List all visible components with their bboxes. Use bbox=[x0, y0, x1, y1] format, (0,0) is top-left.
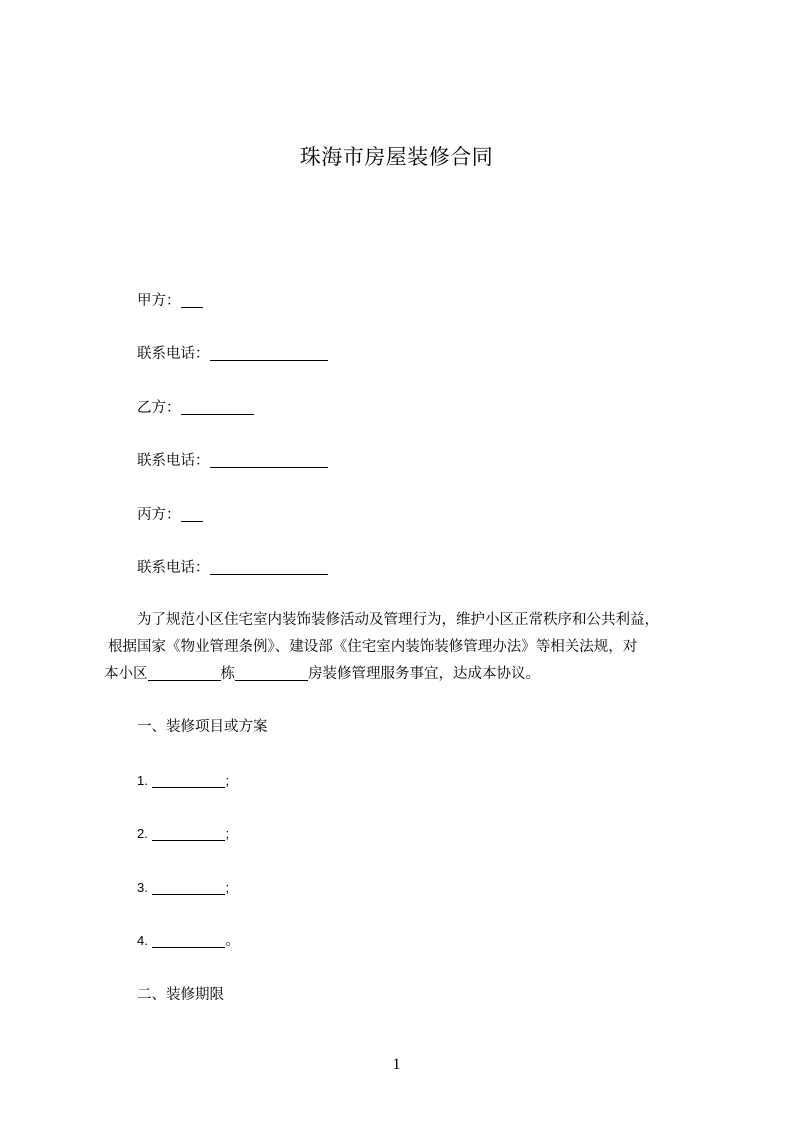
intro-line-2: 根据国家《物业管理条例》、建设部《住宅室内装饰装修管理办法》等相关法规，对 bbox=[108, 639, 638, 655]
party-a-line bbox=[137, 291, 203, 311]
party-a-phone-line bbox=[137, 344, 328, 364]
party-b-phone-line bbox=[137, 451, 328, 471]
project-item-3-number: 3. bbox=[137, 880, 148, 895]
party-c-phone-label: 联系电话： bbox=[137, 560, 210, 576]
party-c-blank bbox=[181, 507, 203, 522]
party-a-label: 甲方： bbox=[137, 293, 181, 309]
party-a-phone-label: 联系电话： bbox=[137, 346, 210, 362]
project-item-4 bbox=[137, 931, 240, 951]
project-item-1-blank bbox=[152, 773, 225, 788]
document-title: 珠海市房屋装修合同 bbox=[299, 145, 494, 169]
intro-building-label: 栋 bbox=[220, 666, 235, 682]
project-item-3-end: ; bbox=[225, 880, 230, 895]
party-c-line bbox=[137, 505, 203, 525]
intro-community-label: 本小区 bbox=[104, 666, 148, 682]
party-c-label: 丙方： bbox=[137, 507, 181, 523]
party-c-phone-line bbox=[137, 558, 328, 578]
project-item-1-number: 1. bbox=[137, 773, 148, 788]
party-b-blank bbox=[181, 400, 254, 415]
page-number: 1 bbox=[392, 1056, 401, 1073]
intro-line-3 bbox=[104, 664, 540, 684]
party-b-line bbox=[137, 398, 254, 418]
party-b-phone-label: 联系电话： bbox=[137, 453, 210, 469]
project-item-4-blank bbox=[152, 933, 225, 948]
party-b-label: 乙方： bbox=[137, 400, 181, 416]
project-item-1 bbox=[137, 771, 229, 791]
intro-closing-text: 房装修管理服务事宜，达成本协议。 bbox=[308, 666, 540, 682]
project-item-2 bbox=[137, 824, 229, 844]
section-1-heading: 一、装修项目或方案 bbox=[137, 719, 268, 735]
building-blank bbox=[148, 666, 221, 681]
party-a-blank bbox=[181, 293, 203, 308]
project-item-4-number: 4. bbox=[137, 933, 148, 948]
project-item-3 bbox=[137, 878, 229, 898]
party-c-phone-blank bbox=[210, 560, 328, 575]
room-blank bbox=[235, 666, 308, 681]
project-item-2-end: ; bbox=[225, 826, 230, 841]
project-item-2-number: 2. bbox=[137, 826, 148, 841]
party-b-phone-blank bbox=[210, 453, 328, 468]
project-item-1-end: ; bbox=[225, 773, 230, 788]
section-2-heading: 二、装修期限 bbox=[137, 987, 224, 1003]
intro-line-1: 为了规范小区住宅室内装饰装修活动及管理行为，维护小区正常秩序和公共利益， bbox=[137, 612, 659, 628]
party-a-phone-blank bbox=[210, 346, 328, 361]
project-item-2-blank bbox=[152, 826, 225, 841]
project-item-3-blank bbox=[152, 880, 225, 895]
project-item-4-end: 。 bbox=[225, 933, 240, 949]
